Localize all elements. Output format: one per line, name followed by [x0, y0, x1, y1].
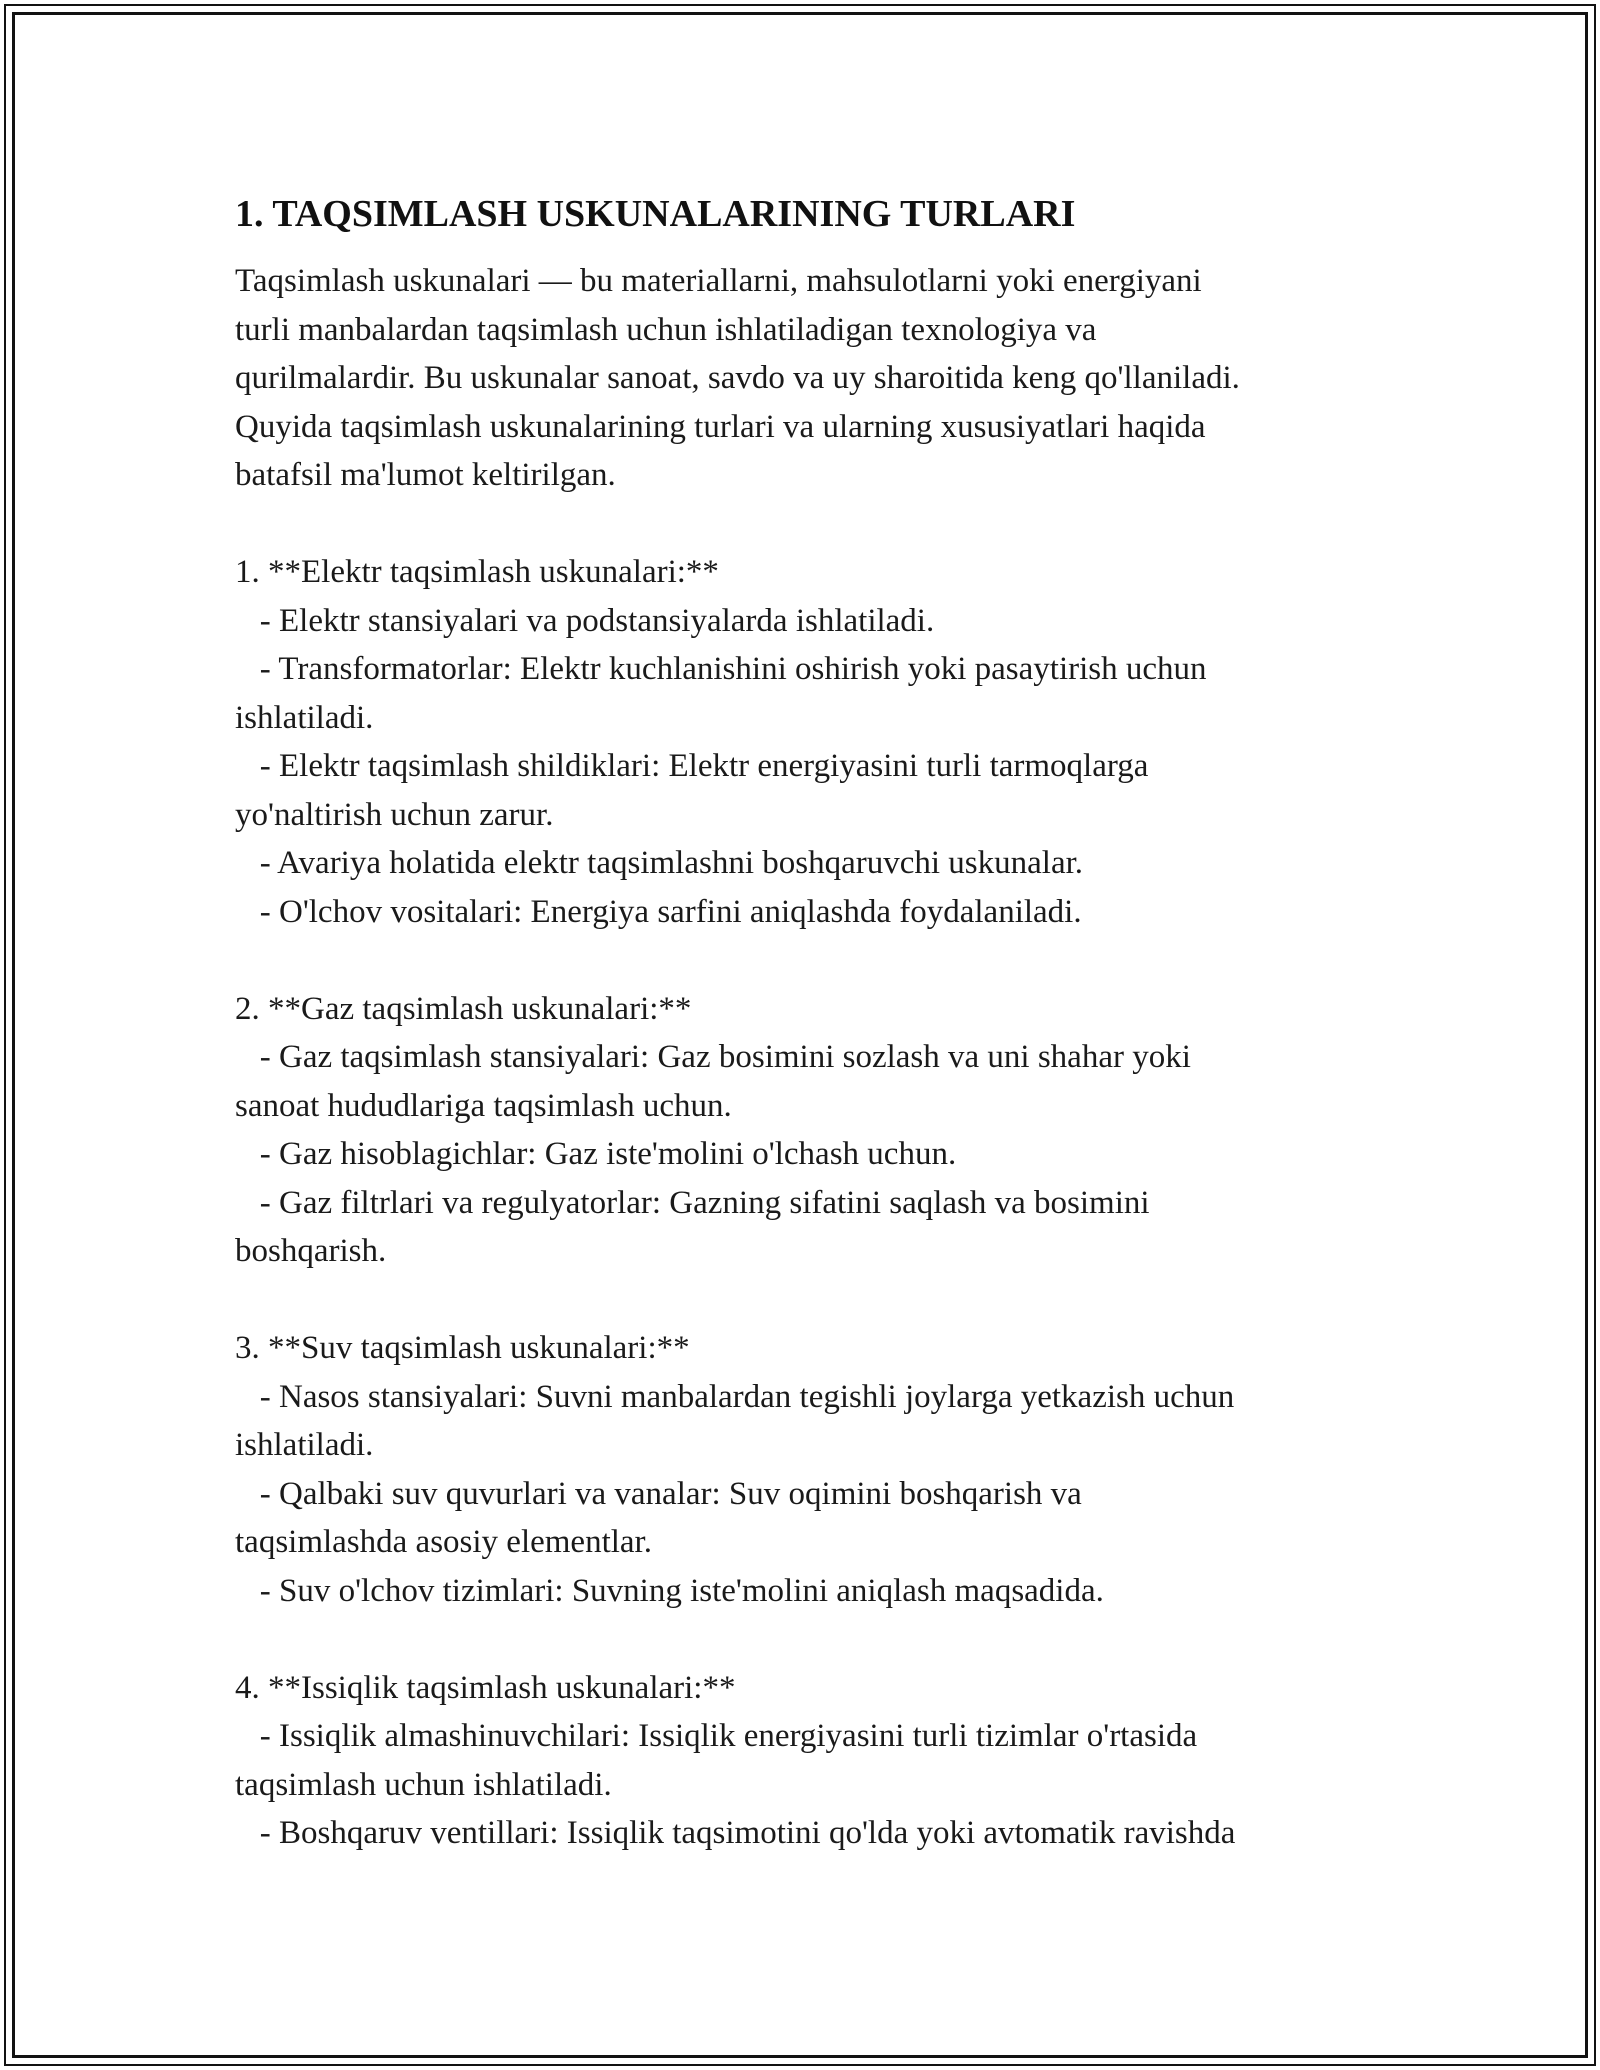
intro-line: Taqsimlash uskunalari — bu materiallarni, mahsulotlarni yoki energiyani	[235, 263, 1202, 299]
blank-line	[235, 936, 1385, 985]
section-line: - Elektr stansiyalari va podstansiyalarda ishlatiladi.	[235, 602, 935, 639]
section-line: taqsimlashda asosiy elementlar.	[235, 1524, 652, 1560]
section-line: - Gaz taqsimlash stansiyalari: Gaz bosimini sozlash va uni shahar yoki	[235, 1039, 1191, 1075]
section-line: - Transformatorlar: Elektr kuchlanishini oshirish yoki pasaytirish uchun	[235, 651, 1207, 687]
section-heat	[235, 1664, 1385, 1858]
section-line: - Elektr taqsimlash shildiklari: Elektr energiyasini turli tarmoqlarga	[235, 748, 1149, 784]
section-line: - Issiqlik almashinuvchilari: Issiqlik energiyasini turli tizimlar o'rtasida	[235, 1718, 1198, 1754]
section-line: ishlatiladi.	[235, 1427, 374, 1463]
section-line: - Avariya holatida elektr taqsimlashni boshqaruvchi uskunalar.	[235, 845, 1084, 881]
section-line: yo'naltirish uchun zarur.	[235, 796, 554, 833]
document-title: 1. TAQSIMLASH USKUNALARINING TURLARI	[235, 193, 1076, 235]
section-line: - Gaz hisoblagichlar: Gaz iste'molini o'lchash uchun.	[235, 1136, 957, 1172]
section-line: ishlatiladi.	[235, 699, 374, 736]
section-heading: 2. **Gaz taqsimlash uskunalari:**	[235, 990, 692, 1027]
intro-line: batafsil ma'lumot keltirilgan.	[235, 457, 616, 493]
blank-line	[235, 500, 1385, 549]
section-line: - Nasos stansiyalari: Suvni manbalardan tegishli joylarga yetkazish uchun	[235, 1378, 1235, 1415]
section-electric	[235, 548, 1385, 936]
section-line: - Boshqaruv ventillari: Issiqlik taqsimotini qo'lda yoki avtomatik ravishda	[235, 1815, 1236, 1851]
section-water	[235, 1324, 1385, 1615]
section-heading: 4. **Issiqlik taqsimlash uskunalari:**	[235, 1669, 736, 1706]
section-gas	[235, 985, 1385, 1276]
blank-line	[235, 1276, 1385, 1325]
section-heading: 1. **Elektr taqsimlash uskunalari:**	[235, 554, 719, 590]
intro-line: turli manbalardan taqsimlash uchun ishlatiladigan texnologiya va	[235, 311, 1097, 348]
section-line: - Qalbaki suv quvurlari va vanalar: Suv oqimini boshqarish va	[235, 1475, 1082, 1512]
intro-line: qurilmalardir. Bu uskunalar sanoat, savdo va uy sharoitida keng qo'llaniladi.	[235, 360, 1240, 396]
section-line: taqsimlash uchun ishlatiladi.	[235, 1766, 612, 1803]
document-body	[235, 187, 1385, 1858]
section-line: sanoat hududlariga taqsimlash uchun.	[235, 1087, 732, 1124]
section-line: - Gaz filtrlari va regulyatorlar: Gazning sifatini saqlash va bosimini	[235, 1184, 1150, 1221]
intro-paragraph	[235, 257, 1385, 500]
section-line: - O'lchov vositalari: Energiya sarfini aniqlashda foydalaniladi.	[235, 893, 1082, 930]
intro-line: Quyida taqsimlash uskunalarining turlari va ularning xususiyatlari haqida	[235, 408, 1206, 445]
section-line: - Suv o'lchov tizimlari: Suvning iste'molini aniqlash maqsadida.	[235, 1572, 1104, 1609]
section-heading: 3. **Suv taqsimlash uskunalari:**	[235, 1330, 690, 1366]
blank-line	[235, 1615, 1385, 1664]
section-line: boshqarish.	[235, 1233, 387, 1269]
